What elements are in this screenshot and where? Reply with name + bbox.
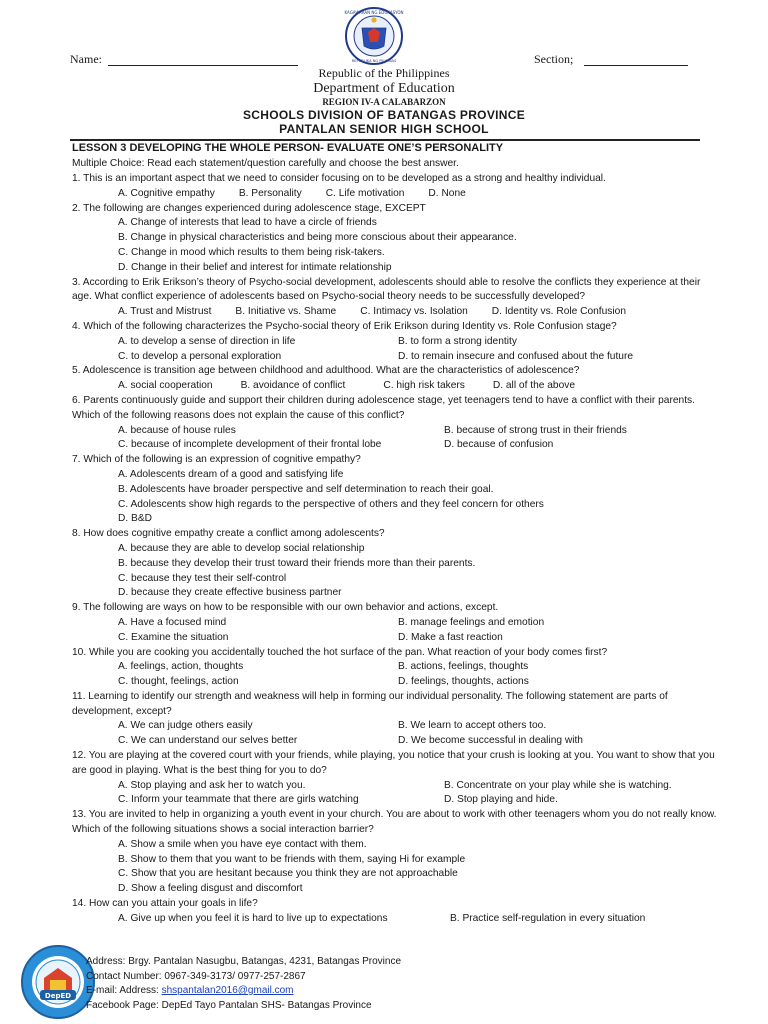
option[interactable]: D. Show a feeling disgust and discomfort (118, 883, 303, 895)
option[interactable]: A. feelings, action, thoughts (118, 661, 244, 673)
option[interactable]: A. Adolescents dream of a good and satisfying life (118, 468, 344, 480)
option[interactable]: B. actions, feelings, thoughts (398, 661, 529, 673)
footer-address: Address: Brgy. Pantalan Nasugbu, Batangas, 4231, Batangas Province (86, 956, 402, 967)
option[interactable]: C. Examine the situation (118, 631, 229, 643)
option[interactable]: B. We learn to accept others too. (398, 720, 547, 732)
option[interactable]: A. because they are able to develop social relationship (118, 542, 365, 554)
option[interactable]: D. feelings, thoughts, actions (398, 676, 529, 688)
question-stem: 5. Adolescence is transition age between childhood and adulthood. What are the characteristics of adolescence? (72, 365, 580, 377)
option[interactable]: D. all of the above (492, 380, 575, 392)
name-label: Name: (70, 52, 102, 66)
question-6 (72, 394, 722, 453)
option[interactable]: B. Personality (238, 187, 302, 199)
option[interactable]: A. because of house rules (118, 424, 236, 436)
option[interactable]: A. social cooperation (118, 380, 213, 392)
header-school: PANTALAN SENIOR HIGH SCHOOL (279, 122, 489, 136)
option[interactable]: D. Stop playing and hide. (444, 794, 558, 806)
option[interactable]: B. manage feelings and emotion (398, 616, 545, 628)
seal-bottom-text: REPUBLIKA NG PILIPINAS (351, 59, 397, 63)
option[interactable]: D. None (428, 187, 466, 199)
option[interactable]: D. because of confusion (444, 439, 554, 451)
header-region: REGION IV-A CALABARZON (322, 97, 446, 107)
option[interactable]: C. because they test their self-control (118, 572, 287, 584)
question-stem: 14. How can you attain your goals in life? (72, 898, 258, 910)
option[interactable]: D. to remain insecure and confused about the future (398, 350, 634, 362)
option[interactable]: B. avoidance of conflict (240, 380, 346, 392)
option[interactable]: C. Show that you are hesitant because you think they are not approachable (118, 868, 458, 880)
option[interactable]: B. because they develop their trust toward their friends more than their parents. (118, 557, 476, 569)
option[interactable]: D. Make a fast reaction (398, 631, 503, 643)
footer-email-link[interactable]: shspantalan2016@gmail.com (161, 985, 294, 996)
question-13 (72, 808, 722, 897)
question-stem: 3. According to Erik Erikson’s theory of Psycho-social development, adolescents should able to resolve the conflicts they experience at their age. What conflict experience of adolescents based on Psycho-social theory needs to be successfully developed? (72, 276, 701, 303)
option[interactable]: A. Have a focused mind (118, 616, 227, 628)
question-5 (72, 364, 722, 394)
option[interactable]: D. because they create effective business partner (118, 587, 342, 599)
header-division: SCHOOLS DIVISION OF BATANGAS PROVINCE (242, 108, 525, 122)
question-8 (72, 527, 722, 601)
lesson-title: LESSON 3 DEVELOPING THE WHOLE PERSON- EVALUATE ONE’S PERSONALITY (72, 142, 504, 154)
footer-contact (86, 955, 401, 1013)
logo-deped-text: DepED (44, 992, 72, 1000)
question-stem: 4. Which of the following characterizes the Psycho-social theory of Erik Erikson during Identity vs. Role Confusion stage? (72, 320, 617, 332)
seal-top-text: KAGAWARAN NG EDUKASYON (344, 10, 404, 15)
option[interactable]: C. Change in mood which results to them being risk-takers. (118, 246, 385, 258)
question-2 (72, 202, 722, 276)
option[interactable]: C. Intimacy vs. Isolation (360, 306, 468, 318)
option[interactable]: D. We become successful in dealing with (398, 735, 583, 747)
question-stem: 10. While you are cooking you accidentally touched the hot surface of the pan. What reaction of your body comes first? (72, 646, 608, 658)
question-9 (72, 601, 722, 645)
option[interactable]: A. We can judge others easily (118, 720, 253, 732)
option[interactable]: D. Identity vs. Role Confusion (491, 306, 626, 318)
section-label: Section; (534, 52, 574, 66)
question-stem: 8. How does cognitive empathy create a conflict among adolescents? (72, 528, 385, 540)
option[interactable]: C. high risk takers (383, 380, 465, 392)
option[interactable]: A. Show a smile when you have eye contact with them. (118, 838, 367, 850)
question-1 (72, 172, 722, 202)
footer-facebook: Facebook Page: DepEd Tayo Pantalan SHS- Batangas Province (86, 999, 372, 1011)
school-logo-icon (20, 944, 96, 1020)
option[interactable]: B. Adolescents have broader perspective and self determination to reach their goal. (118, 483, 494, 495)
option[interactable]: C. Life motivation (325, 187, 405, 199)
question-14 (72, 897, 722, 927)
option[interactable]: B. Initiative vs. Shame (235, 306, 337, 318)
option[interactable]: C. because of incomplete development of their frontal lobe (118, 439, 382, 451)
option[interactable]: C. to develop a personal exploration (118, 350, 282, 362)
question-10 (72, 646, 722, 690)
question-stem: 6. Parents continuously guide and support their children during adolescence stage, yet teenagers tend to have a conflict with their parents. Which of the following reasons does not explain the cause of this conflict? (72, 394, 695, 421)
question-4 (72, 320, 722, 364)
option[interactable]: A. to develop a sense of direction in life (118, 335, 296, 347)
header-republic: Republic of the Philippines (318, 66, 450, 80)
question-12 (72, 749, 722, 808)
footer-contact-number: Contact Number: 0967-349-3173/ 0977-257-2867 (86, 970, 306, 982)
option[interactable]: D. Change in their belief and interest for intimate relationship (118, 261, 392, 273)
option[interactable]: B. because of strong trust in their friends (444, 424, 627, 436)
option[interactable]: B. Practice self-regulation in every situation (450, 912, 646, 924)
question-7 (72, 453, 722, 527)
option[interactable]: B. Concentrate on your play while she is watching. (444, 779, 672, 791)
option[interactable]: A. Change of interests that lead to have a circle of friends (118, 217, 377, 229)
question-3 (72, 276, 722, 320)
option[interactable]: A. Trust and Mistrust (118, 306, 212, 318)
question-stem: 2. The following are changes experienced during adolescence stage, EXCEPT (72, 202, 426, 214)
question-stem: 1. This is an important aspect that we need to consider focusing on to be developed as a strong and healthy individual. (72, 173, 606, 184)
instructions: Multiple Choice: Read each statement/question carefully and choose the best answer. (72, 158, 459, 169)
header-department: Department of Education (313, 81, 455, 96)
question-list (72, 172, 722, 927)
footer-email-row (86, 984, 401, 999)
option[interactable]: B. Change in physical characteristics and being more conscious about their appearance. (118, 232, 517, 244)
option[interactable]: D. B&D (118, 513, 152, 525)
option[interactable]: B. Show to them that you want to be friends with them, saying Hi for example (118, 853, 466, 865)
option[interactable]: C. Adolescents show high regards to the perspective of others and they feel concern for others (118, 498, 544, 510)
header-divider (70, 139, 700, 141)
option[interactable]: A. Cognitive empathy (118, 187, 215, 199)
option[interactable]: B. to form a strong identity (398, 335, 517, 347)
question-11 (72, 690, 722, 749)
option[interactable]: A. Give up when you feel it is hard to live up to expectations (118, 912, 388, 924)
option[interactable]: A. Stop playing and ask her to watch you. (118, 779, 306, 791)
footer-email-label: E-mail: Address: (86, 985, 162, 996)
question-stem: 12. You are playing at the covered court with your friends, while playing, you notice that your crush is looking at you. You want to show that you are good in playing. What is the best thing for you to do? (72, 750, 715, 776)
option[interactable]: C. thought, feelings, action (118, 676, 239, 688)
question-stem: 7. Which of the following is an expression of cognitive empathy? (72, 454, 361, 466)
option[interactable]: C. We can understand our selves better (118, 735, 298, 747)
question-stem: 11. Learning to identify our strength and weakness will help in forming our individual personality. The following statement are parts of development, except? (72, 690, 668, 717)
option[interactable]: C. Inform your teammate that there are girls watching (118, 794, 359, 806)
question-stem: 9. The following are ways on how to be responsible with our own behavior and actions, except. (72, 602, 499, 614)
question-stem: 13. You are invited to help in organizing a youth event in your church. You are about to work with other teenagers whom you do not really know. Which of the following situations shows a social interaction barrier? (72, 809, 717, 836)
